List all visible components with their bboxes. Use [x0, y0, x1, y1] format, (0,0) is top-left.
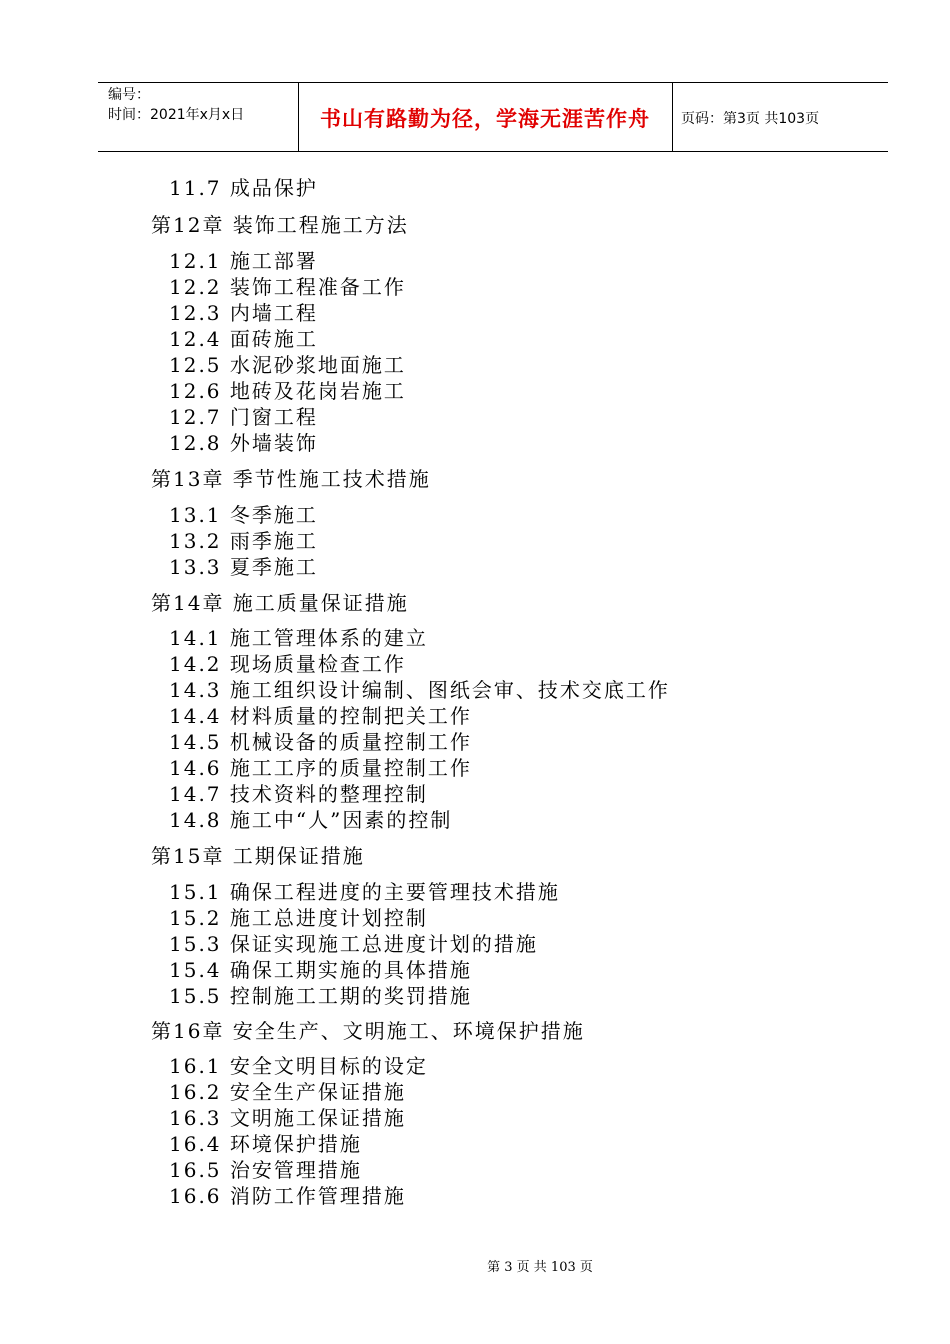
page-header — [98, 82, 888, 152]
document-code-label: 编号： — [108, 87, 150, 103]
toc-chapter-heading: 第15章 工期保证措施 — [151, 844, 365, 868]
toc-section-entry: 15.4 确保工期实施的具体措施 — [169, 958, 472, 982]
page-footer: 第 3 页 共 103 页 — [487, 1260, 593, 1275]
toc-section-entry: 13.2 雨季施工 — [169, 529, 318, 553]
toc-section-entry: 15.1 确保工程进度的主要管理技术措施 — [169, 880, 560, 904]
toc-section-entry: 15.2 施工总进度计划控制 — [169, 906, 428, 930]
toc-chapter-heading: 第12章 装饰工程施工方法 — [151, 213, 409, 237]
header-meta-cell — [98, 83, 299, 151]
toc-section-entry: 12.1 施工部署 — [169, 249, 318, 273]
toc-section-entry: 16.4 环境保护措施 — [169, 1132, 362, 1156]
toc-section-entry: 13.3 夏季施工 — [169, 555, 318, 579]
toc-section-entry: 11.7 成品保护 — [169, 176, 318, 200]
toc-section-entry: 16.1 安全文明目标的设定 — [169, 1054, 428, 1078]
toc-section-entry: 12.7 门窗工程 — [169, 405, 318, 429]
toc-chapter-heading: 第14章 施工质量保证措施 — [151, 591, 409, 615]
toc-chapter-heading: 第16章 安全生产、文明施工、环境保护措施 — [151, 1019, 585, 1043]
toc-section-entry: 15.5 控制施工工期的奖罚措施 — [169, 984, 472, 1008]
toc-section-entry: 12.6 地砖及花岗岩施工 — [169, 379, 406, 403]
toc-section-entry: 15.3 保证实现施工总进度计划的措施 — [169, 932, 538, 956]
toc-section-entry: 12.2 装饰工程准备工作 — [169, 275, 406, 299]
header-motto: 书山有路勤为径，学海无涯苦作舟 — [320, 107, 650, 131]
toc-section-entry: 14.8 施工中“人”因素的控制 — [169, 808, 453, 832]
toc-section-entry: 14.6 施工工序的质量控制工作 — [169, 756, 472, 780]
toc-section-entry: 12.5 水泥砂浆地面施工 — [169, 353, 406, 377]
toc-section-entry: 12.3 内墙工程 — [169, 301, 318, 325]
toc-section-entry: 14.3 施工组织设计编制、图纸会审、技术交底工作 — [169, 678, 670, 702]
toc-section-entry: 16.2 安全生产保证措施 — [169, 1080, 406, 1104]
toc-section-entry: 12.4 面砖施工 — [169, 327, 318, 351]
toc-section-entry: 16.6 消防工作管理措施 — [169, 1184, 406, 1208]
document-time-label: 时间：2021年x月x日 — [108, 107, 245, 123]
toc-section-entry: 14.7 技术资料的整理控制 — [169, 782, 428, 806]
header-motto-cell — [298, 83, 673, 151]
toc-section-entry: 12.8 外墙装饰 — [169, 431, 318, 455]
toc-section-entry: 14.4 材料质量的控制把关工作 — [169, 704, 472, 728]
toc-section-entry: 16.5 治安管理措施 — [169, 1158, 362, 1182]
header-page-info: 页码：第3页 共103页 — [681, 111, 820, 127]
toc-section-entry: 14.2 现场质量检查工作 — [169, 652, 406, 676]
toc-chapter-heading: 第13章 季节性施工技术措施 — [151, 467, 431, 491]
toc-section-entry: 13.1 冬季施工 — [169, 503, 318, 527]
toc-section-entry: 16.3 文明施工保证措施 — [169, 1106, 406, 1130]
toc-section-entry: 14.5 机械设备的质量控制工作 — [169, 730, 472, 754]
header-page-cell — [673, 83, 888, 151]
toc-section-entry: 14.1 施工管理体系的建立 — [169, 626, 428, 650]
